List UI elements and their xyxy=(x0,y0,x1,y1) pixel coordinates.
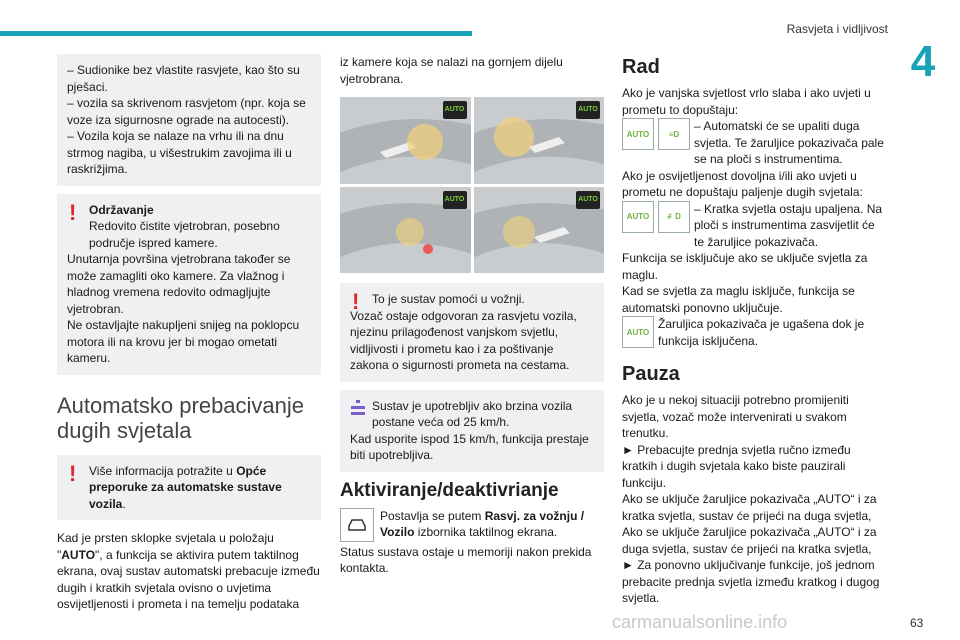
auto-indicator-icon: AUTO xyxy=(622,201,654,233)
rad-text: Funkcija se isključuje ako se uključe svjetla za maglu. xyxy=(622,251,868,282)
rad-text: Kad se svjetla za maglu isključe, funkcija se automatski ponovno uključuje. xyxy=(622,284,855,315)
auto-badge-icon: AUTO xyxy=(576,191,600,209)
more-info-text: Više informacija potražite u Opće preporuke za automatske sustave vozila. xyxy=(89,463,282,511)
auto-indicator-icon: AUTO xyxy=(622,118,654,150)
warning-icon: ! xyxy=(352,289,360,314)
pauza-heading: Pauza xyxy=(622,363,680,385)
activation-text: Postavlja se putem Rasvj. za vožnju / Vozilo izbornika taktilnog ekrana. xyxy=(380,508,585,539)
list-item: – vozila sa skrivenom rasvjetom (npr. koja se voze iza sigurnosne ograde na autocesti). xyxy=(67,96,306,127)
maintenance-box xyxy=(57,194,321,375)
section-title: Rasvjeta i vidljivost xyxy=(786,22,888,36)
section-heading: Automatsko prebacivanje dugih svjetala xyxy=(57,392,305,443)
high-beam-icon: ≡D xyxy=(658,118,690,150)
header-accent-bar xyxy=(0,31,472,36)
activation-heading: Aktiviranje/deaktivrianje xyxy=(340,479,559,501)
info-icon xyxy=(351,400,365,418)
warning-text: Vozač ostaje odgovoran za rasvjetu vozila, njezinu prilagođenost vanjskom svjetlu, vidljivosti i prometu kao i za poštivanje zakona o sigurnosti prometa na cestama. xyxy=(350,308,577,372)
column-3 xyxy=(622,54,886,607)
maintenance-title: Održavanje xyxy=(89,202,154,217)
warning-icon: ! xyxy=(69,199,77,225)
auto-badge-icon: AUTO xyxy=(576,101,600,119)
column-2 xyxy=(340,54,604,577)
indicator-icons xyxy=(622,201,690,233)
indicator-icons xyxy=(622,118,690,150)
assist-warning-box xyxy=(340,283,604,382)
body-text: Kad je prsten sklopke svjetala u položaju "AUTO", a funkcija se aktivira putem taktilnog ekrana, ovaj sustav automatski prebacuje između dugih i kratkih svjetala ovisno o uvjetima osvijetljenosti i prometa i na temelju podataka xyxy=(57,531,320,611)
rad-heading: Rad xyxy=(622,56,660,78)
maintenance-text: Redovito čistite vjetrobran, posebno područje ispred kamere. xyxy=(89,219,280,250)
illustration-tile xyxy=(340,187,471,274)
info-box xyxy=(340,390,604,472)
rad-text: Ako je osvijetljenost dovoljna i/ili ako uvjeti u prometu ne dopuštaju paljenje dugih svjetala: xyxy=(622,168,863,199)
pauza-text: Ako je u nekoj situaciji potrebno promijeniti svjetla, vozač može intervenirati u svakom trenutku. xyxy=(622,393,849,440)
warning-text: To je sustav pomoći u vožnji. xyxy=(372,292,525,306)
info-text: Sustav je upotrebljiv ako brzina vozila postane veća od 25 km/h. xyxy=(372,398,573,429)
pauza-text: Ako se uključe žaruljice pokazivača „AUTO“ i za duga svjetla, sustav će prijeći na kratka svjetla, xyxy=(622,525,877,556)
car-settings-icon xyxy=(340,508,374,542)
rad-text: – Kratka svjetla ostaju upaljena. Na ploči s instrumentima zasvijetlit će te žaruljice pokazivača. xyxy=(694,201,883,249)
illustration-tile xyxy=(340,97,471,184)
column-1 xyxy=(57,54,321,613)
page-number: 63 xyxy=(910,616,924,630)
auto-indicator-icon: AUTO xyxy=(622,316,654,348)
rad-text: Žaruljica pokazivača je ugašena dok je funkcija isključena. xyxy=(658,317,865,348)
illustration-grid xyxy=(340,97,604,273)
chapter-number: 4 xyxy=(910,37,936,86)
list-item: – Vozila koja se nalaze na vrhu ili na dnu strmog nagiba, u višestrukim zavojima ili u raskrižjima. xyxy=(67,129,292,176)
illustration-tile xyxy=(474,97,605,184)
illustration-tile xyxy=(474,187,605,274)
pauza-text: Ako se uključe žaruljice pokazivača „AUTO“ i za kratka svjetla, sustav će prijeći na duga svjetla, xyxy=(622,492,877,523)
memory-text: Status sustava ostaje u memoriji nakon prekida kontakta. xyxy=(340,544,592,575)
info-text: Kad usporite ispod 15 km/h, funkcija prestaje biti upotrebljiva. xyxy=(350,431,589,462)
list-item: – Sudionike bez vlastite rasvjete, kao što su pješaci. xyxy=(67,63,300,94)
pauza-text: ► Za ponovno uključivanje funkcije, još jednom prebacite prednja svjetla između kratkog i dugog svjetla. xyxy=(622,558,880,605)
list-box xyxy=(57,54,321,186)
intro-text: iz kamere koja se nalazi na gornjem dijelu vjetrobrana. xyxy=(340,55,563,86)
auto-badge-icon: AUTO xyxy=(443,191,467,209)
pauza-text: ► Prebacujte prednja svjetla ručno između kratkih i dugih svjetala kako biste pauzirali funkciju. xyxy=(622,442,851,490)
watermark: carmanualsonline.info xyxy=(612,612,788,632)
warning-icon: ! xyxy=(69,460,77,486)
maintenance-text: Ne ostavljajte nakupljeni snijeg na poklopcu motora ili na krovu jer bi mogao ometati kameru. xyxy=(67,318,300,365)
indicator-icons xyxy=(622,316,654,348)
low-beam-icon: ≢D xyxy=(658,201,690,233)
more-info-box xyxy=(57,455,321,521)
maintenance-text: Unutarnja površina vjetrobrana također se može zamagliti oko kamere. Za vlažnog i hladnog vremena redovito odmagljujte vjetrobran. xyxy=(67,252,291,316)
rad-text: – Automatski će se upaliti duga svjetla. Te žaruljice pokazivača pale se na ploči s instrumentima. xyxy=(694,119,884,166)
auto-badge-icon: AUTO xyxy=(443,101,467,119)
rad-text: Ako je vanjska svjetlost vrlo slaba i ako uvjeti u prometu to dopuštaju: xyxy=(622,86,871,117)
